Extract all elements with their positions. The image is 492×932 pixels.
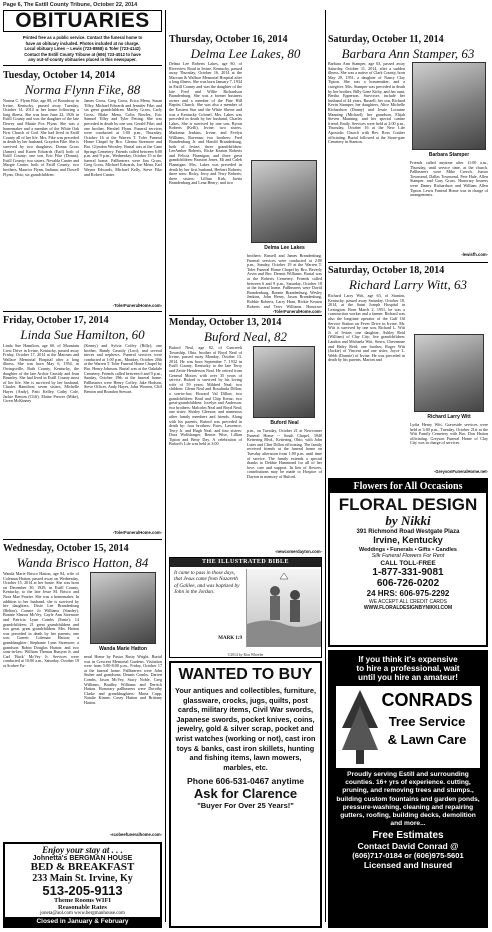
conrads-body: Proudly serving Estill and surrounding counties. 16+ yrs of experience. cutting, pruning, and removing trees and stumps., building custom fountains and garden ponds, pressure-washing, cleaning and repairing gutters, roofing, building decks, demolition and more... — [336, 771, 480, 828]
obit-photo — [251, 160, 317, 243]
wanted-body: Your antiques and collectibles, furniture, glassware, crocks, jugs, quilts, post cards, military items, Civil War swords, Japanese swords, pocket knives, coins, jewelry, gold & silver scrap, pocket and wrist watches (working or not), cast iron toys & banks, cast iron skillets, hunting and fishing items, lawn mowers, marbles, etc. — [175, 686, 316, 772]
conrads-name: CONRADS — [381, 690, 473, 710]
divider — [169, 315, 322, 316]
conrads-slogan: until you hire an amateur! — [357, 673, 459, 682]
floral-hours: 24 HRS: 606-975-2292 — [366, 589, 450, 598]
obit-body: Buford Neal, age 82, of Cancreek Township, Ohio, brother of Boyd Neal of Irvine, passed away Monday, October 13, 2014. He was born September 7, 1932 in Estill County, Kentucky to the late Terry and Zettie Henderson Neal. He retired from General Motors with over 35 years of service. Buford is survived by his loving wife of 59 years: Mildred Neal; two children: Glenn Neal and Rosalinda Dillon; a son-in-law, Howard Val Dillon; two grandchildren: Brad and Chip Kreuz; two great-grandchildren: Jocelyn and Anderson; two brothers: Malcolm Neal and Boyd Neal; one sister: Shirley Gleeson; and numerous other family members and friends. Along with his parents, Buford was preceded in death by: four brothers: Estes, Lawrence, Terry Jr. and Hugh Neal; and four sisters: Dora Wolfsbarger, Bernie Wise, Lillian Tipton and Betty Day. A celebration of Buford's Life was held at 3:00 — [169, 346, 242, 447]
ad-line: Johnetta's BERGMAN HOUSE — [32, 855, 133, 862]
conrads-slogan: to hire a professional, wait — [356, 664, 460, 673]
divider — [328, 262, 488, 263]
conrads-logo-panel — [336, 686, 480, 768]
ad-phone: 513-205-9113 — [42, 883, 123, 898]
floral-title: FLORAL DESIGN — [338, 495, 478, 514]
obit-witt — [328, 265, 488, 292]
floral-city: Irvine, Kentucky — [373, 535, 443, 545]
bible-footer: ©2014 by Ron Wheeler — [227, 653, 264, 657]
obit-body: Lydia Henry Witt. Graveside services were held at 3:00 p.m., Tuesday, October 21st at the Witt Family Cemetery with Bro. Don Hatton officiating. Greyson Funeral Home of Clay City was in charge of services. — [410, 423, 488, 446]
conrads-sub: Tree Service — [388, 714, 466, 729]
photo-caption: Barbara Stamper — [428, 152, 470, 158]
obit-date: Thursday, October 16, 2014 — [169, 34, 288, 45]
bible-quote: It came to pass in those days, that Jesus came from Nazareth of Galilee, and was baptized by John in the Jordan. — [174, 570, 240, 595]
obit-photo — [90, 572, 156, 644]
floral-subtitle: by Nikki — [385, 513, 431, 528]
obit-date: Friday, October 17, 2014 — [3, 315, 109, 326]
photo-caption: Richard Larry Witt — [427, 414, 471, 420]
obit-stamper — [328, 34, 488, 61]
obit-body: Norma C. Flynn Fike, age 88, of Broadway in Irvine, Kentucky, passed away Tuesday, October 14, 2014 at her home following a long illness. She was born June 22, 1926 in Estill County and was the daughter of the late Dewey and Mattie Fox Flynn. She was a homemaker and a member of the White Oak First Church of God. She had lived in Estill County all of her life. Mrs. Fike was preceded in death by her husband, Graydon Fike. She is survived by two daughters, Donna Gross (James) and Karen Edwards (Earl) both of Estill County; one son, Eric Fike (Donna), Estill County; two sisters, Nevalda Canter and Margie Canter, both of Estill County; two brothers, Maurice Flynn, Indiana; and Dowell Flynn, Ohio; six grandchildren: — [3, 99, 79, 177]
obit-source: -scobeefuneralhome.com- — [109, 832, 162, 837]
page-header: Page 6, The Estill County Tribune, October 22, 2014 — [3, 2, 138, 8]
floral-phone: 606-726-0202 — [376, 578, 440, 589]
bible-ref: MARK 1:9 — [218, 636, 242, 641]
obit-body: Linda Sue Hamilton, age 60, of Mountain Crest Drive in Irvine, Kentucky, passed away Friday, October 17, 2014 at the Marcum and Wallace Memorial Hospital after a long illness. She was born May 6, 1954, in Owingsville, Bath County, Kentucky, the daughter of the late Archie Cassidy and Jean Brumley. She had lived in Estill County most of her life. She is survived by her husband, Charles Hamilton; seven sisters, Michelle Hayes (Andy), Patti Kelley, Cathy Cole, Jackie Benton (Cliff), Elaine Prewer (Mike), Gwen McKinney — [3, 344, 79, 404]
wanted-phone: Phone 606-531-0467 anytime — [186, 776, 305, 787]
wanted-tag: "Buyer For Over 25 Years!" — [197, 801, 294, 811]
conrads-sub: & Lawn Care — [387, 732, 467, 747]
ad-conrads-tree-service — [328, 650, 488, 928]
wanted-ask: Ask for Clarence — [193, 786, 298, 802]
obit-name: Delma Lee Lakes, 80 — [190, 46, 301, 61]
obit-date: Tuesday, October 14, 2014 — [3, 70, 115, 81]
tree-icon — [340, 688, 380, 766]
obit-name: Buford Neal, 82 — [204, 329, 287, 344]
obit-source: -TolerFuneralHome.com- — [112, 303, 162, 308]
conrads-insured: Licensed and Insured — [363, 860, 453, 871]
ad-bed-and-breakfast — [3, 842, 162, 928]
floral-web: WWW.FLORALDESIGNBYNIKKI.COM — [363, 605, 453, 611]
obit-photo — [414, 334, 484, 412]
intro-line: Local obituary Lines -- Lewis (723-8868) & Toler (723-4142) — [24, 46, 141, 51]
obit-body: Delma Lee Roberts Lakes, age 80, of Riverview Road in Irvine, Kentucky, passed away Thursday, October 16, 2014 at the Marcum & Wallace Memorial Hospital after a long illness. She was born January 7, 1934 in Estill County and was the daughter of the late Fred and Willie Richardson Brandenburg. She was a former business owner and a member of the Pine Hill Baptist Church. She was also a member of the Eastern Star and the White Shrine and was a Kentucky Colonel. Mrs. Lakes was preceded in death by her husband, Charles Lakes. She is survived by one son, Byron Roberts (Kelli), Irvine; two sisters, Madonna Jenkins, Irvine, and Evelyn Williams, Ravenna; two brothers: Fred Brandenburg Jr. and Harold Brandenburg, both of Irvine; three grandchildren: LeeAmber Roberts, Ricke Keaton Roberts and Felicia Flannigan; and three great grandchildren: Braxton Jones, Eli and Caleb Flannigan. Mrs. Lakes was preceded in death by her first husband, Herbert Roberts; three sons: Ricky, Jerry and Terry Roberts; three sisters: Lillian Kirk, Joetta Brandenburg and Lena Henry; and two — [169, 62, 242, 186]
obit-source: -GreysonFuneralHome.net- — [434, 469, 488, 474]
obit-body: p.m., on Tuesday, October 21 at Newcomer Funeral Home -- South Chapel, 3940 Kettering Blvd., Kettering, Ohio, with John Lutes and Clint Dillon officiating. The family received friends at the funeral home on Tuesday afternoon from 1:00 p.m. until time of service. The family extends a special thanks to Debbie Hammond for all of her love, care and support. In lieu of flowers, contributions may be made to Hospice of Dayton in memory of Buford. — [247, 429, 322, 479]
bible-illustration — [246, 569, 320, 647]
obit-name: Wanda Brisco Hatton, 84 — [16, 555, 149, 570]
floral-banner: Flowers for All Occasions — [330, 480, 486, 493]
conrads-phones: (606)717-0184 or (606)975-5601 — [352, 851, 464, 861]
conrads-slogan: If you think it's expensive — [358, 655, 458, 664]
ad-illustrated-bible — [169, 557, 322, 658]
obit-date: Saturday, October 11, 2014 — [328, 34, 444, 45]
column-divider — [325, 10, 326, 922]
obit-lakes — [169, 34, 322, 61]
obit-source: -TolerFuneralHome.com- — [112, 530, 162, 535]
floral-phone: 1-877-331-9081 — [372, 567, 444, 578]
column-divider — [165, 10, 166, 922]
ad-line: Theme Rooms WIFI — [54, 897, 111, 904]
obit-name: Barbara Ann Stamper, 63 — [341, 46, 475, 61]
intro-line: have an obituary included. Photos included at no charge. — [25, 40, 140, 46]
obit-source: -TolerFuneralHome.com- — [272, 309, 322, 314]
obit-body: Barbara Ann Stamper, age 63, passed away Saturday, October 11, 2014, after a sudden illness. She was a native of Clark County, born May 29, 1951, a daughter of Nancy Clay Tipton. She was a homemaker, and a caregiver. Mrs. Stamper was preceded in death by her brother, Billy Gene Kirby, and her aunt, Bertha Epperson. Survivors include her husband of 44 years, Russell; her son, Richard Kevin Stamper; her daughters, Alice Michelle Richardson (Danny) and Jessie Lorraine Manning (Michael); her grandson, Elijah Steven Manning; and her special canine friend, Emily. Services were held at 2:00 p.m., Thursday, October 16 at the New Life Apostolic Church with Rev. Ross Coulter officiating. Burial followed at the Stone-gate Cemetery in Stanton. — [328, 62, 405, 145]
intro-line: Printed free as a public service. Contact the funeral home to — [22, 35, 143, 40]
ad-wanted-to-buy — [169, 661, 322, 928]
ad-line: Reasonable Rates — [58, 904, 107, 911]
photo-caption: Buford Neal — [270, 420, 299, 426]
obit-source: -lewisfh.com- — [461, 252, 488, 257]
obit-body: brothers: Russell and James Brandenburg. Funeral services were conducted at 2:00 p.m., Sunday, October 19 at the Warren T. Toler Funeral Home Chapel by Bro. Beverly Arvin and Bro. Dennis Williams. Burial was at the Roberts Cemetery. Friends called between 6 and 9 p.m., Saturday, October 18 at the funeral home. Pallbearers were David Brandenburg, Ronnie Brandenburg, Wesley Jenkins, John Henry, Jason Brandenburg, Robbie Roberts, Larry Hunt, Rickie Keaton Roberts and Terry Williams. Honorary — [247, 254, 322, 308]
obit-name: Richard Larry Witt, 63 — [349, 277, 467, 292]
obit-body: Richard Larry Witt, age 63, of Stanton, Kentucky, passed away Saturday, October 18, 2014, at the Saint Joseph Hospital in Lexington. Born March 2, 1951, he was a construction worker and a farmer. Richard was also the longtime operator of the Gulf Oil Service Station on Fever Drive in Irvine. Mr. Witt is survived by one son, Richard L. Witt Jr. of Irvine; one daughter, Ashley Reid (William) of Clay City; five grandchildren: Landon and Michaela Witt, Sierra, Chevennae and Haley Reid; one brother, Roger Witt (Jackie) of Vincent and one sister, Joyce L. Webb (Donnie) of Irvine. He was preceded in death by his parents, Marion and — [328, 294, 405, 363]
obit-hamilton — [3, 315, 162, 342]
ad-floral-design — [328, 478, 488, 647]
obit-photo — [412, 62, 486, 150]
ad-line: joneta@aol.com www.bergmanhouse.com — [40, 911, 125, 916]
obit-body: Friends called anytime after 11:00 a.m., Thursday, until service time, at the church. Pallbearers were Mike Creech, Junior Townsend, Dallas Townsend, Pete Hale, Allen Stamper, and Gary Gross. Honorary bearers were Danny Richardson and William Allen Tipton. Lewis Funeral Home was in charge of arrangements. — [410, 161, 488, 198]
floral-call: CALL TOLL-FREE — [380, 560, 436, 567]
ad-line: Enjoy your stay at . . . — [42, 845, 123, 855]
obit-hatton — [3, 543, 162, 570]
wanted-title: WANTED TO BUY — [178, 666, 313, 683]
ad-line: BED & BREAKFAST — [30, 861, 135, 873]
obit-date: Wednesday, October 15, 2014 — [3, 543, 129, 554]
obit-date: Saturday, October 18, 2014 — [328, 265, 445, 276]
obit-photo — [253, 346, 315, 418]
ad-line: 233 Main St. Irvine, Ky — [32, 873, 133, 884]
floral-silk: Silk Funeral Flowers For Rent — [371, 553, 445, 559]
section-title-text: OBITUARIES — [15, 9, 150, 32]
obit-body: (Kenny) and Sylvia Coffey (Billy); one brother, Randy Cassidy (Lori); and several nieces and nephews. Funeral services were conducted at 1:00 p.m., Monday, October 20th at the Warren T. Toler Funeral Home Chapel by Bro. Henry Johnson. Burial was at the Oakdale Cemetery. Friends called between 6 and 9 p.m., Sunday, October 19th at the funeral home. Pallbearers were Henry Coffey, Jake Hodson, Steve Officer, Andy Hayes, John Wooten, Cliff Benton and Brandon Stewart. — [84, 344, 162, 394]
obit-name: Linda Sue Hamilton, 60 — [20, 327, 145, 342]
intro-box — [3, 34, 162, 66]
conrads-contact: Contact David Conrad @ — [357, 841, 459, 852]
conrads-free: Free Estimates — [372, 830, 444, 842]
bible-header: THE ILLUSTRATED BIBLE — [170, 558, 321, 567]
obit-body: neral Home by Pastor Rusty Wright. Burial was in Crescent Memorial Gardens. Visitation were from 5:00-8:00 p.m., Friday, October 17 at the funeral home. Pallbearers were John Stuber and grandsons: Dennis Combs, Darren Combs, Jason McVey, Stacy Noble, Greg Williams, Bradley Williams and Derrick Hatton. Honorary pallbearers were Dorothy Clarke and granddaughters: Maria Cupp, Natalie Kinner, Casey Hatton and Brittany Hatton. — [84, 655, 162, 705]
floral-address: 391 Richmond Road Westgate Plaza — [356, 529, 460, 535]
obit-flynn — [3, 70, 162, 97]
floral-cards: WE ACCEPT ALL CREDIT CARDS — [369, 599, 447, 605]
obit-body: James Gross, Greg Gross, Erica Mena, Susan Tilley, Michael Edwards and Jennifer Fike; and six great grandchildren: Marley Gross, Carly Gross, Blake Mena, Colin Bowles, Eric Samuel Tilley and Tyler Fetting. She was preceded in death by one son, Gerald Fike; and one brother, Hershel Flynn. Funeral services were conducted at 1:00 p.m., Thursday, October 16 at the Warren T. Toler Funeral Home Chapel by Bro. Glenna Sizemore and Bro. Glyndon Woosley. Burial was at the Cane Springs Cemetery. Friends called between 6:00 p.m. and 9 p.m., Wednesday, October 15 at the funeral home. Pallbearers were Jim Gross, Greg Gross, Michael Edwards, Joe Mena, Earl Wayne Edwards, Michael Kelly, Steve Fike and Robert Canter. — [84, 99, 162, 177]
photo-caption: Wanda Marie Hatton — [99, 646, 147, 652]
obit-source: -newcomerdayton.com- — [274, 549, 322, 554]
floral-services: Weddings • Funerals • Gifts • Candles — [359, 547, 457, 553]
baptism-illustration-icon — [247, 569, 321, 647]
section-title — [3, 10, 162, 32]
divider — [3, 311, 162, 312]
divider — [3, 539, 162, 540]
intro-line: any out-of-county obituaries placed in this newspaper. — [28, 57, 137, 62]
obit-name: Norma Flynn Fike, 88 — [24, 82, 141, 97]
obit-neal — [169, 317, 322, 344]
photo-caption: Delma Lee Lakes — [264, 245, 305, 251]
obit-date: Monday, October 13, 2014 — [169, 317, 282, 328]
ad-footer: Closed in January & February — [5, 917, 160, 926]
intro-line: Contact the Estill County Tribune at (606) 723-4012 to have — [24, 51, 141, 57]
obit-body: Wanda Marie Brisco Hatton, age 84, wife of Coleman Hatton, passed away on Wednesday, October 15, 2014 at her home. She was born on December 30, 1929, in Estill County, Kentucky, to the late Jesse M. Brisco and Nora Mae Frazier. She was a homemaker. In addition to her husband, she is survived by her daughters, Dixie Lee Brandenburg (Belton), Connie Jo Williams (Stanley), Bonnie Sharon McVey, Gayle Ann Sizemore and Patricia Lynn Combs (Ernie); 14 grandchildren; 21 great grandchildren and two great, great grandchildren. Mrs. Hatton was preceded in death by her parents; one son: Garrett Coleman Hatton; a granddaughter: Stephanie Lynn Sizemore; a grandson: Robin Douglas Hatton; and two sons-in-law: William Thomas Runyon Jr. and Carl 'Buck' McVey Jr. Services were conducted at 10:00 a.m., Saturday, October 18 at Scobee Fu- — [3, 572, 79, 668]
